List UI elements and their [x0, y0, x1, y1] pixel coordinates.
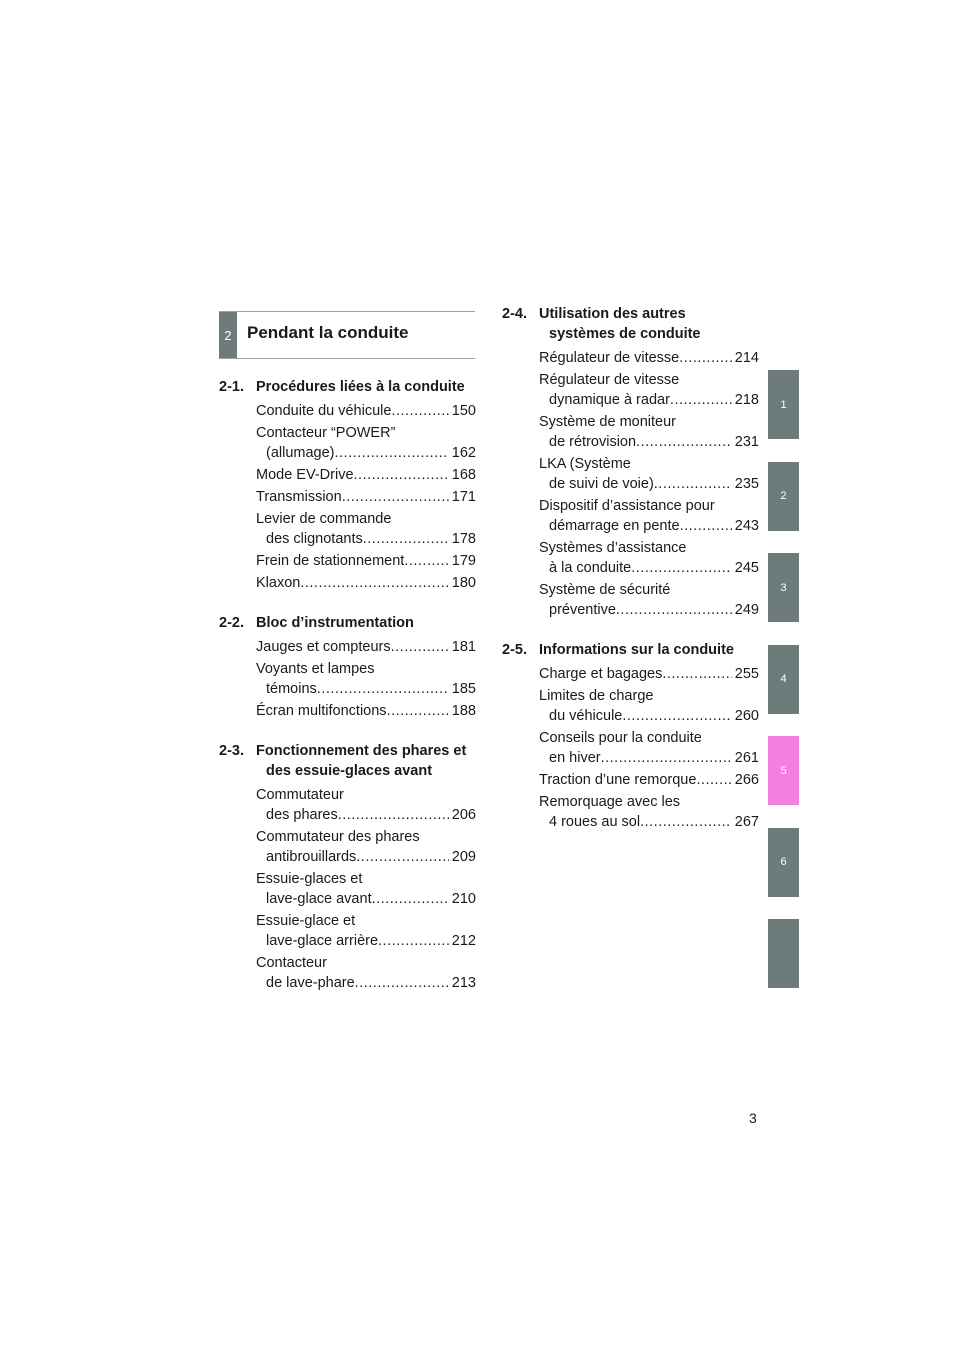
entry-title-line: Contacteur — [256, 955, 327, 971]
dot-leader — [387, 701, 449, 721]
entry-page-number: 231 — [734, 434, 759, 450]
entry-title-line: Limites de charge — [539, 688, 654, 704]
entry-title: Frein de stationnement — [256, 553, 405, 569]
dot-leader — [372, 889, 449, 909]
entry-title: Charge et bagages — [539, 666, 663, 682]
toc-entry[interactable] — [502, 538, 759, 578]
toc-entry[interactable] — [219, 551, 476, 571]
dot-leader — [616, 600, 732, 620]
entry-page-number: 181 — [451, 639, 476, 655]
toc-section — [219, 377, 476, 593]
chapter-tab-3[interactable]: 3 — [768, 553, 799, 622]
toc-entry[interactable] — [219, 423, 476, 463]
toc-entry[interactable] — [219, 827, 476, 867]
section-number: 2-3. — [219, 743, 244, 759]
toc-entry[interactable] — [219, 637, 476, 657]
entry-title-line: Essuie-glaces et — [256, 871, 363, 887]
entry-title: 4 roues au sol — [549, 814, 641, 830]
entry-title: en hiver — [549, 750, 601, 766]
entry-page-number: 245 — [734, 560, 759, 576]
toc-entry[interactable] — [502, 348, 759, 368]
entry-page-number: 243 — [734, 518, 759, 534]
entry-page-number: 267 — [734, 814, 759, 830]
dot-leader — [636, 432, 732, 452]
entry-title-line: Systèmes d’assistance — [539, 540, 687, 556]
chapter-number-tag: 2 — [219, 312, 237, 358]
section-title: Informations sur la conduite — [539, 642, 734, 658]
entry-title: (allumage) — [266, 445, 335, 461]
entry-page-number: 162 — [451, 445, 476, 461]
entry-title-line: Levier de commande — [256, 511, 392, 527]
dot-leader — [391, 637, 449, 657]
section-number: 2-5. — [502, 642, 527, 658]
entry-page-number: 150 — [451, 403, 476, 419]
chapter-header — [219, 311, 475, 359]
section-number: 2-4. — [502, 306, 527, 322]
section-title: Procédures liées à la conduite — [256, 379, 465, 395]
entry-title: à la conduite — [549, 560, 632, 576]
entry-page-number: 210 — [451, 891, 476, 907]
dot-leader — [679, 348, 732, 368]
entry-title-line: Voyants et lampes — [256, 661, 375, 677]
entry-page-number: 255 — [734, 666, 759, 682]
entry-page-number: 168 — [451, 467, 476, 483]
entry-title: Écran multifonctions — [256, 703, 387, 719]
section-title: systèmes de conduite — [549, 326, 701, 342]
toc-entry[interactable] — [502, 728, 759, 768]
entry-page-number: 249 — [734, 602, 759, 618]
chapter-tab-5[interactable]: 5 — [768, 736, 799, 805]
entry-title-line: LKA (Système — [539, 456, 631, 472]
chapter-title: Pendant la conduite — [247, 323, 409, 342]
entry-title: lave-glace avant — [266, 891, 372, 907]
toc-entry[interactable] — [502, 412, 759, 452]
entry-title-line: Commutateur des phares — [256, 829, 420, 845]
entry-title: du véhicule — [549, 708, 623, 724]
page-number: 3 — [749, 1110, 757, 1126]
entry-title: de suivi de voie) — [549, 476, 654, 492]
entry-title: Klaxon — [256, 575, 301, 591]
entry-title: Régulateur de vitesse — [539, 350, 680, 366]
chapter-tab-1[interactable]: 1 — [768, 370, 799, 439]
entry-title-line: Remorquage avec les — [539, 794, 681, 810]
entry-title: des phares — [266, 807, 338, 823]
entry-page-number: 180 — [451, 575, 476, 591]
toc-entry[interactable] — [219, 573, 476, 593]
section-title: Fonctionnement des phares et — [256, 743, 467, 759]
section-title: des essuie-glaces avant — [266, 763, 433, 779]
dot-leader — [696, 770, 731, 790]
section-heading — [219, 613, 476, 633]
chapter-tab-2[interactable]: 2 — [768, 462, 799, 531]
entry-page-number: 178 — [451, 531, 476, 547]
toc-entry[interactable] — [219, 785, 476, 825]
dot-leader — [601, 748, 732, 768]
entry-page-number: 260 — [734, 708, 759, 724]
entry-page-number: 212 — [451, 933, 476, 949]
entry-title: des clignotants — [266, 531, 363, 547]
chapter-tab-4[interactable]: 4 — [768, 645, 799, 714]
toc-entry[interactable] — [219, 487, 476, 507]
toc-section — [502, 640, 759, 832]
entry-page-number: 171 — [451, 489, 476, 505]
toc-entry[interactable] — [502, 580, 759, 620]
section-heading — [219, 741, 476, 781]
entry-title-line: Commutateur — [256, 787, 344, 803]
entry-title-line: Dispositif d’assistance pour — [539, 498, 715, 514]
section-title: Utilisation des autres — [539, 306, 686, 322]
entry-page-number: 214 — [734, 350, 759, 366]
chapter-tab-index[interactable] — [768, 919, 799, 988]
toc-entry[interactable] — [219, 869, 476, 909]
toc-section — [219, 741, 476, 993]
dot-leader — [378, 931, 449, 951]
entry-title: antibrouillards — [266, 849, 357, 865]
toc-section — [502, 304, 759, 620]
dot-leader — [670, 390, 732, 410]
section-number: 2-1. — [219, 379, 244, 395]
toc-entry[interactable] — [502, 792, 759, 832]
entry-page-number: 188 — [451, 703, 476, 719]
toc-entry[interactable] — [219, 953, 476, 993]
section-heading — [219, 377, 476, 397]
entry-title: démarrage en pente — [549, 518, 680, 534]
toc-entry[interactable] — [219, 465, 476, 485]
dot-leader — [363, 529, 449, 549]
entry-title: dynamique à radar — [549, 392, 670, 408]
entry-title-line: Conseils pour la conduite — [539, 730, 702, 746]
dot-leader — [391, 401, 448, 421]
section-title: Bloc d’instrumentation — [256, 615, 414, 631]
entry-title-line: Essuie-glace et — [256, 913, 356, 929]
dot-leader — [662, 664, 731, 684]
dot-leader — [342, 487, 449, 507]
section-number: 2-2. — [219, 615, 244, 631]
dot-leader — [338, 805, 449, 825]
entry-title: Jauges et compteurs — [256, 639, 391, 655]
toc-entry[interactable] — [219, 701, 476, 721]
dot-leader — [300, 573, 448, 593]
dot-leader — [356, 847, 449, 867]
toc-entry[interactable] — [502, 454, 759, 494]
entry-title: Transmission — [256, 489, 342, 505]
entry-title: témoins — [266, 681, 317, 697]
dot-leader — [680, 516, 732, 536]
entry-title-line: Système de moniteur — [539, 414, 677, 430]
section-heading — [502, 304, 759, 344]
entry-title-line: Système de sécurité — [539, 582, 671, 598]
entry-page-number: 209 — [451, 849, 476, 865]
dot-leader — [654, 474, 732, 494]
entry-title: préventive — [549, 602, 616, 618]
entry-page-number: 185 — [451, 681, 476, 697]
dot-leader — [317, 679, 449, 699]
chapter-tab-6[interactable]: 6 — [768, 828, 799, 897]
toc-entry[interactable] — [502, 770, 759, 790]
dot-leader — [355, 973, 449, 993]
entry-page-number: 261 — [734, 750, 759, 766]
toc-entry[interactable] — [219, 509, 476, 549]
dot-leader — [354, 465, 449, 485]
entry-page-number: 206 — [451, 807, 476, 823]
entry-page-number: 213 — [451, 975, 476, 991]
toc-entry[interactable] — [219, 911, 476, 951]
entry-page-number: 218 — [734, 392, 759, 408]
entry-title: de lave-phare — [266, 975, 355, 991]
dot-leader — [404, 551, 448, 571]
entry-title: Traction d’une remorque — [539, 772, 697, 788]
toc-entry[interactable] — [219, 659, 476, 699]
toc-entry[interactable] — [502, 664, 759, 684]
dot-leader — [631, 558, 732, 578]
toc-entry[interactable] — [502, 370, 759, 410]
entry-page-number: 266 — [734, 772, 759, 788]
entry-page-number: 179 — [451, 553, 476, 569]
dot-leader — [335, 443, 449, 463]
toc-right-column — [502, 304, 759, 832]
entry-title-line: Contacteur “POWER” — [256, 425, 396, 441]
entry-title: de rétrovision — [549, 434, 637, 450]
entry-title: Conduite du véhicule — [256, 403, 392, 419]
section-heading — [502, 640, 759, 660]
toc-entry[interactable] — [502, 686, 759, 726]
toc-entry[interactable] — [219, 401, 476, 421]
entry-page-number: 235 — [734, 476, 759, 492]
toc-section — [219, 613, 476, 721]
dot-leader — [622, 706, 731, 726]
toc-entry[interactable] — [502, 496, 759, 536]
toc-left-column — [219, 377, 476, 993]
dot-leader — [640, 812, 732, 832]
entry-title: Mode EV-Drive — [256, 467, 354, 483]
entry-title: lave-glace arrière — [266, 933, 379, 949]
entry-title-line: Régulateur de vitesse — [539, 372, 680, 388]
